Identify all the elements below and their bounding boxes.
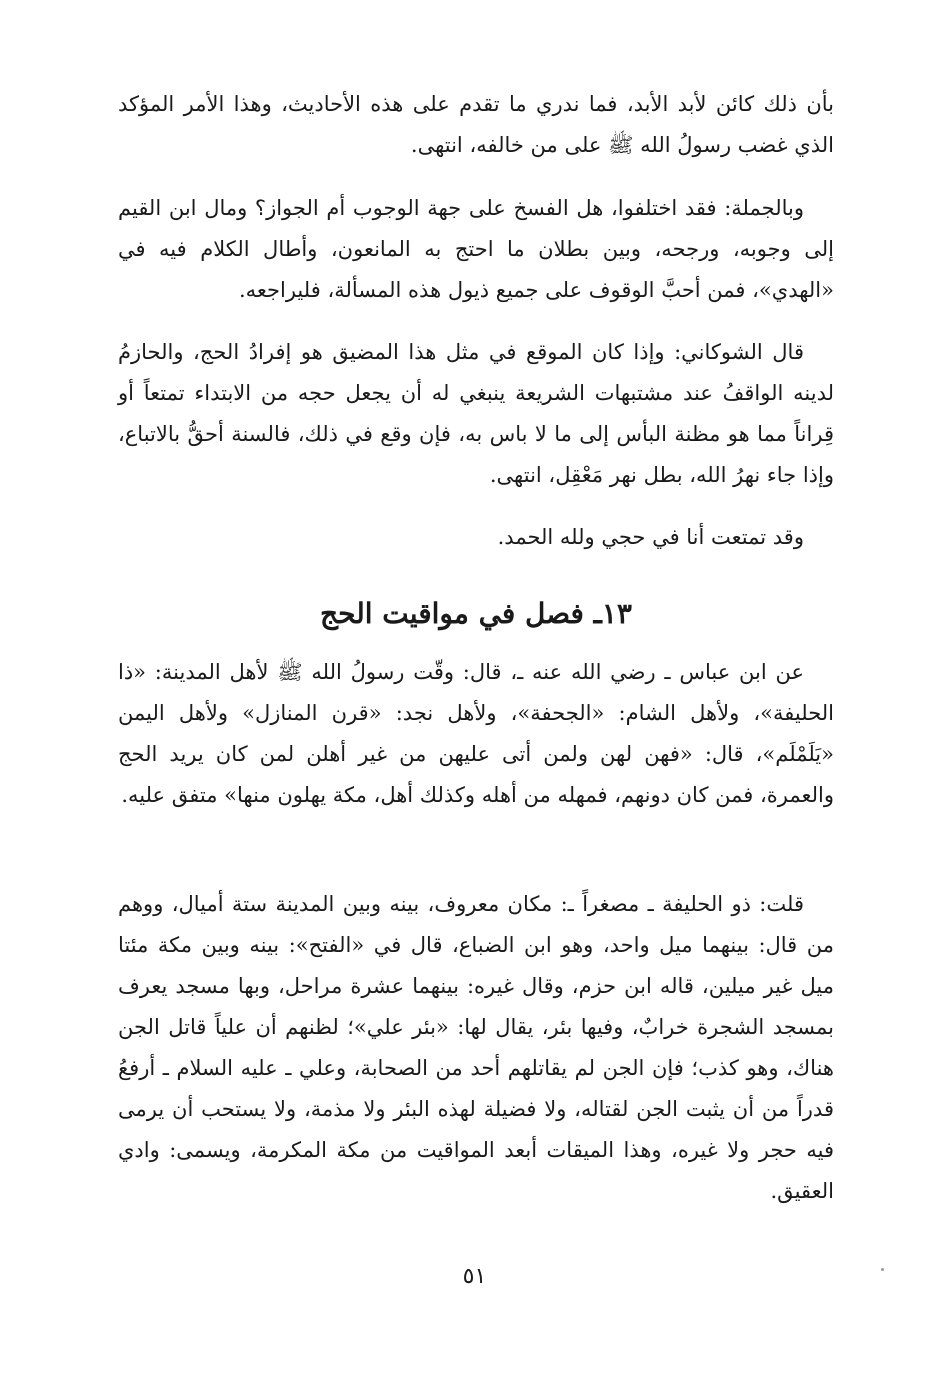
paragraph-fasakh: وبالجملة: فقد اختلفوا، هل الفسخ على جهة الوجوب أم الجواز؟ ومال ابن القيم إلى وجوبه، ورجحه، وبين بطلان ما احتج به المانعون، وأطال الكلام فيه في «الهدي»، فمن أحبَّ الوقوف على جميع ذيول هذه المسألة، فليراجعه. [118,196,834,302]
hadith-block [118,652,834,816]
shawkani-text-block [118,332,834,496]
commentary-text: قلت: ذو الحليفة ـ مصغراً ـ: مكان معروف، بينه وبين المدينة ستة أميال، ووهم من قال: بينهما ميل واحد، وهو ابن الضباع، قال في «الفتح»: بينه وبين مكة مئتا ميل غير ميلين، قاله ابن حزم، وقال غيره: بينهما عشرة مراحل، وبها مسجد يعرف بمسجد الشجرة خرابٌ، وفيها بئر، يقال لها: «بئر علي»؛ لظنهم أن علياً قاتل الجن هناك، وهو كذب؛ فإن الجن لم يقاتلهم أحد من الصحابة، وعلي ـ عليه السلام ـ أرفعُ قدراً من أن يثبت الجن لقتاله، ولا فضيلة لهذه البئر ولا مذمة، ولا يستحب أن يرمى فيه حجر ولا غيره، وهذا الميقات أبعد المواقيت من مكة المكرمة، ويسمى: وادي العقيق. [118,892,834,1203]
paragraph-shawkani: قال الشوكاني: وإذا كان الموقع في مثل هذا المضيق هو إفرادُ الحج، والحازمُ لدينه الواقفُ عند مشتبهات الشريعة ينبغي له أن يجعل حجه من الابتداء تمتعاً أو قِراناً مما هو مظنة البأس إلى ما لا باس به، فإن وقع في ذلك، فالسنة أحقُّ بالاتباع، وإذا جاء نهرُ الله، بطل نهر مَعْقِل، انتهى. [118,340,834,487]
commentary-block [118,884,834,1212]
paragraph-tamattu: وقد تمتعت أنا في حجي ولله الحمد. [497,525,804,549]
top-text-block [118,84,834,166]
page-number: ٥١ [462,1264,487,1289]
middle-text-block [118,188,834,311]
hadith-text: عن ابن عباس ـ رضي الله عنه ـ، قال: وقّت رسولُ الله ﷺ لأهل المدينة: «ذا الحليفة»، ولأهل الشام: «الجحفة»، ولأهل نجد: «قرن المنازل» ولأهل اليمن «يَلَمْلَم»، قال: «فهن لهن ولمن أتى عليهن من غير أهلن لمن كان يريد الحج والعمرة، فمن كان دونهم، فمهله من أهله وكذلك أهل، مكة يهلون منها» متفق عليه. [118,660,834,807]
section-heading: ١٣ـ فصل في مواقيت الحج [320,597,632,630]
scan-speck [881,1268,884,1271]
closing-text-block [118,517,834,558]
paragraph-continuation: بأن ذلك كائن لأبد الأبد، فما ندري ما تقدم على هذه الأحاديث، وهذا الأمر المؤكد الذي غضب رسولُ الله ﷺ على من خالفه، انتهى. [118,92,834,157]
